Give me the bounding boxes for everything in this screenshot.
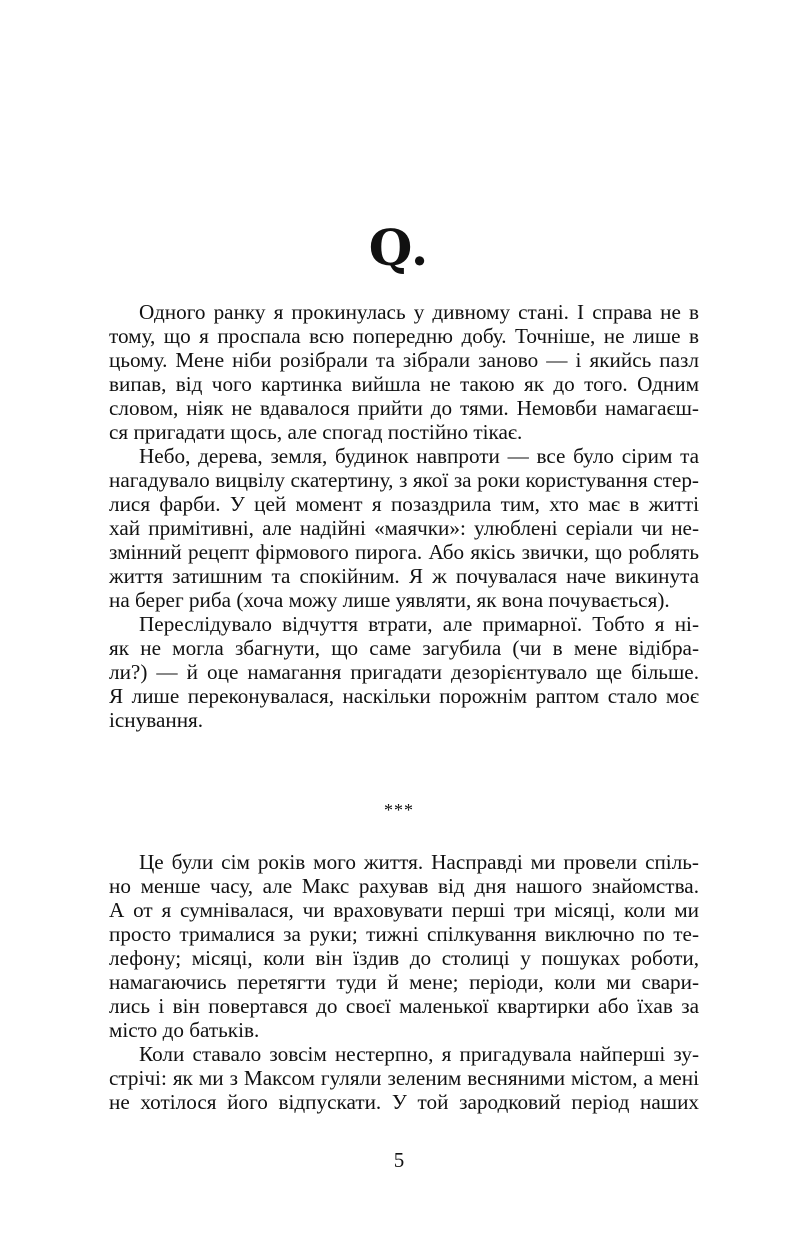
text-line: стрічі: як ми з Максом гуляли зеленим весняними містом, а мені [109, 1066, 699, 1090]
page-number: 5 [393, 1148, 405, 1172]
paragraph [109, 444, 699, 612]
text-line: цьому. Мене ніби розібрали та зібрали заново — і якийсь пазл [109, 348, 699, 372]
text-line: лись і він повертався до своєї маленької квартирки або їхав за [109, 994, 699, 1018]
text-line: існування. [109, 708, 204, 732]
text-line: лися фарби. У цей момент я позаздрила тим, хто має в житті [109, 492, 699, 516]
text-line: змінний рецепт фірмового пирога. Або якісь звички, що роблять [109, 540, 699, 564]
text-line: Коли ставало зовсім нестерпно, я пригадувала найперші зу- [139, 1042, 699, 1066]
text-line: просто трималися за руки; тижні спілкування виключно по те- [109, 922, 699, 946]
text-line: не хотілося його відпускати. У той зародковий період наших [109, 1090, 699, 1114]
chapter-title: Q. [368, 218, 430, 277]
text-line: випав, від чого картинка вийшла не такою як до того. Одним [109, 372, 699, 396]
text-line: лефону; місяці, коли він їздив до столиці у пошуках роботи, [109, 946, 699, 970]
text-line: Це були сім років мого життя. Насправді ми провели спіль- [139, 850, 699, 874]
text-line: місто до батьків. [109, 1018, 260, 1042]
text-line: намагаючись перетягти туди й мене; періоди, коли ми свари- [109, 970, 699, 994]
text-line: Переслідувало відчуття втрати, але примарної. Тобто я ні- [139, 612, 699, 636]
text-line: хай примітивні, але надійні «маячки»: улюблені серіали чи не- [109, 516, 699, 540]
text-line: Одного ранку я прокинулась у дивному стані. І справа не в [139, 300, 699, 324]
text-line: на берег риба (хоча можу лише уявляти, як вона почувається). [109, 588, 670, 612]
text-line: ся пригадати щось, але спогад постійно тікає. [109, 420, 523, 444]
text-line: тому, що я проспала всю попередню добу. Точніше, не лише в [109, 324, 699, 348]
section-1-text [109, 300, 699, 732]
text-line: ли?) — й оце намагання пригадати дезорієнтувало ще більше. [109, 660, 699, 684]
text-line: як не могла збагнути, що саме загубила (чи в мене відібра- [109, 636, 699, 660]
paragraph [109, 612, 699, 732]
section-separator: *** [384, 800, 414, 820]
paragraph [109, 1042, 699, 1114]
text-line: Небо, дерева, земля, будинок навпроти — все було сірим та [139, 444, 699, 468]
text-line: життя затишним та спокійним. Я ж почувалася наче викинута [109, 564, 699, 588]
paragraph [109, 300, 699, 444]
section-2-text [109, 850, 699, 1114]
text-line: А от я сумнівалася, чи враховувати перші три місяці, коли ми [109, 898, 699, 922]
text-line: словом, ніяк не вдавалося прийти до тями. Немовби намагаєш- [109, 396, 699, 420]
paragraph [109, 850, 699, 1042]
text-line: Я лише переконувалася, наскільки порожнім раптом стало моє [109, 684, 699, 708]
text-line: но менше часу, але Макс рахував від дня нашого знайомства. [109, 874, 699, 898]
text-line: нагадувало вицвілу скатертину, з якої за роки користування стер- [109, 468, 699, 492]
